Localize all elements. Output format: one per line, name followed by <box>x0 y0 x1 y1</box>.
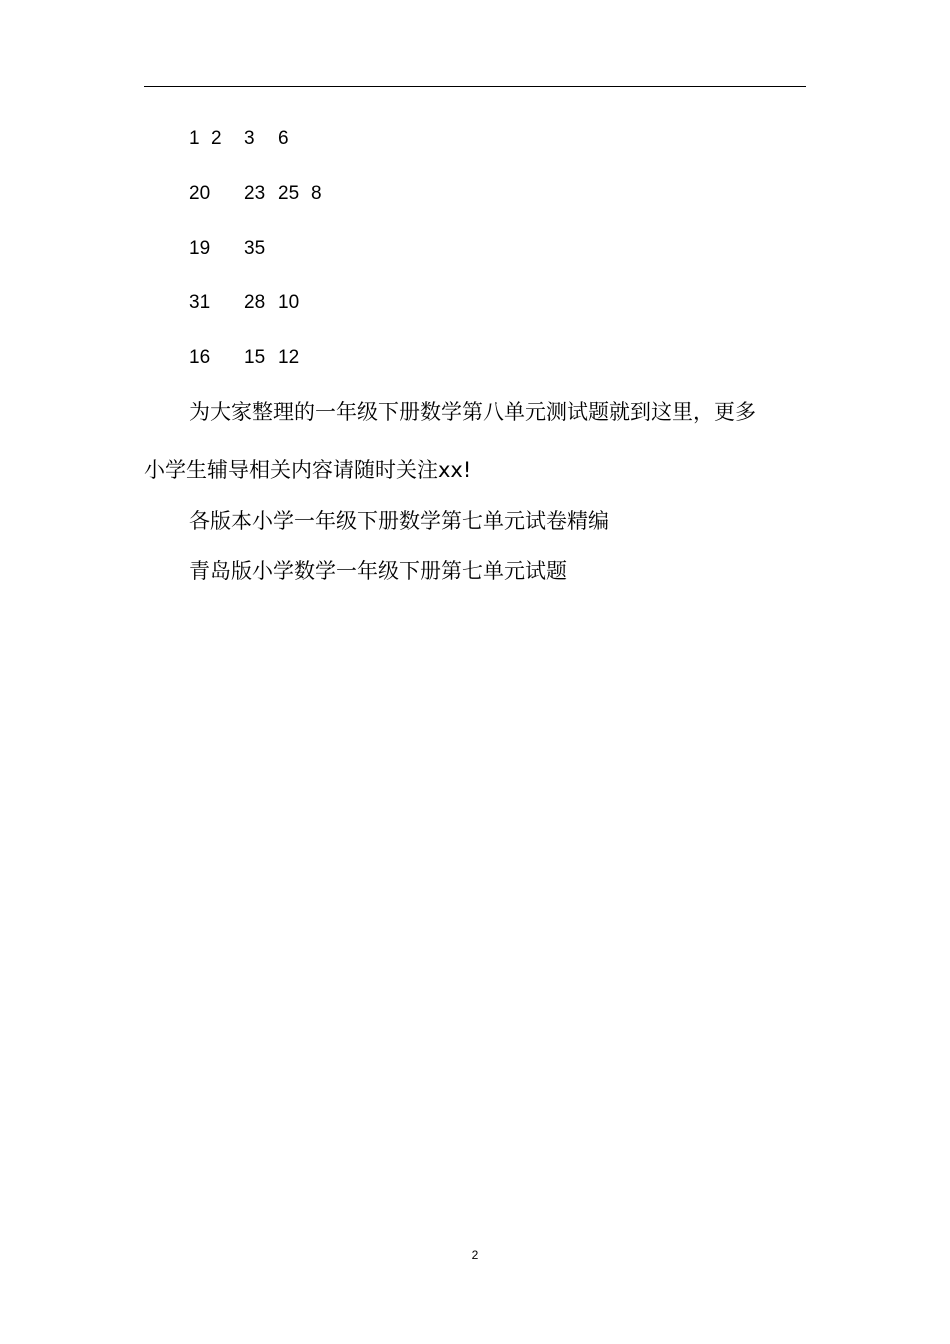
number-cell: 2 <box>211 128 222 149</box>
number-cell: 28 <box>244 292 266 313</box>
number-cell: 6 <box>278 128 289 149</box>
related-article-link-2[interactable]: 青岛版小学数学一年级下册第七单元试题 <box>189 559 567 583</box>
closing-paragraph-line-1: 为大家整理的一年级下册数学第八单元测试题就到这里，更多 <box>189 400 756 424</box>
number-cell: 3 <box>244 128 255 149</box>
header-rule <box>144 86 806 87</box>
number-cell: 1 <box>189 128 200 149</box>
closing-paragraph <box>144 383 806 499</box>
page-number: 2 <box>471 1248 479 1262</box>
number-cell: 15 <box>244 347 266 368</box>
number-cell: 16 <box>189 347 211 368</box>
number-cell: 23 <box>244 183 266 204</box>
number-cell: 25 <box>278 183 300 204</box>
related-article-link-1[interactable]: 各版本小学一年级下册数学第七单元试卷精编 <box>189 509 609 533</box>
closing-paragraph-line-2: 小学生辅导相关内容请随时关注xx! <box>144 458 472 482</box>
number-cell: 8 <box>311 183 322 204</box>
number-cell: 10 <box>278 292 300 313</box>
number-cell: 19 <box>189 238 211 259</box>
number-cell: 12 <box>278 347 300 368</box>
number-cell: 35 <box>244 238 266 259</box>
number-cell: 31 <box>189 292 211 313</box>
number-cell: 20 <box>189 183 211 204</box>
